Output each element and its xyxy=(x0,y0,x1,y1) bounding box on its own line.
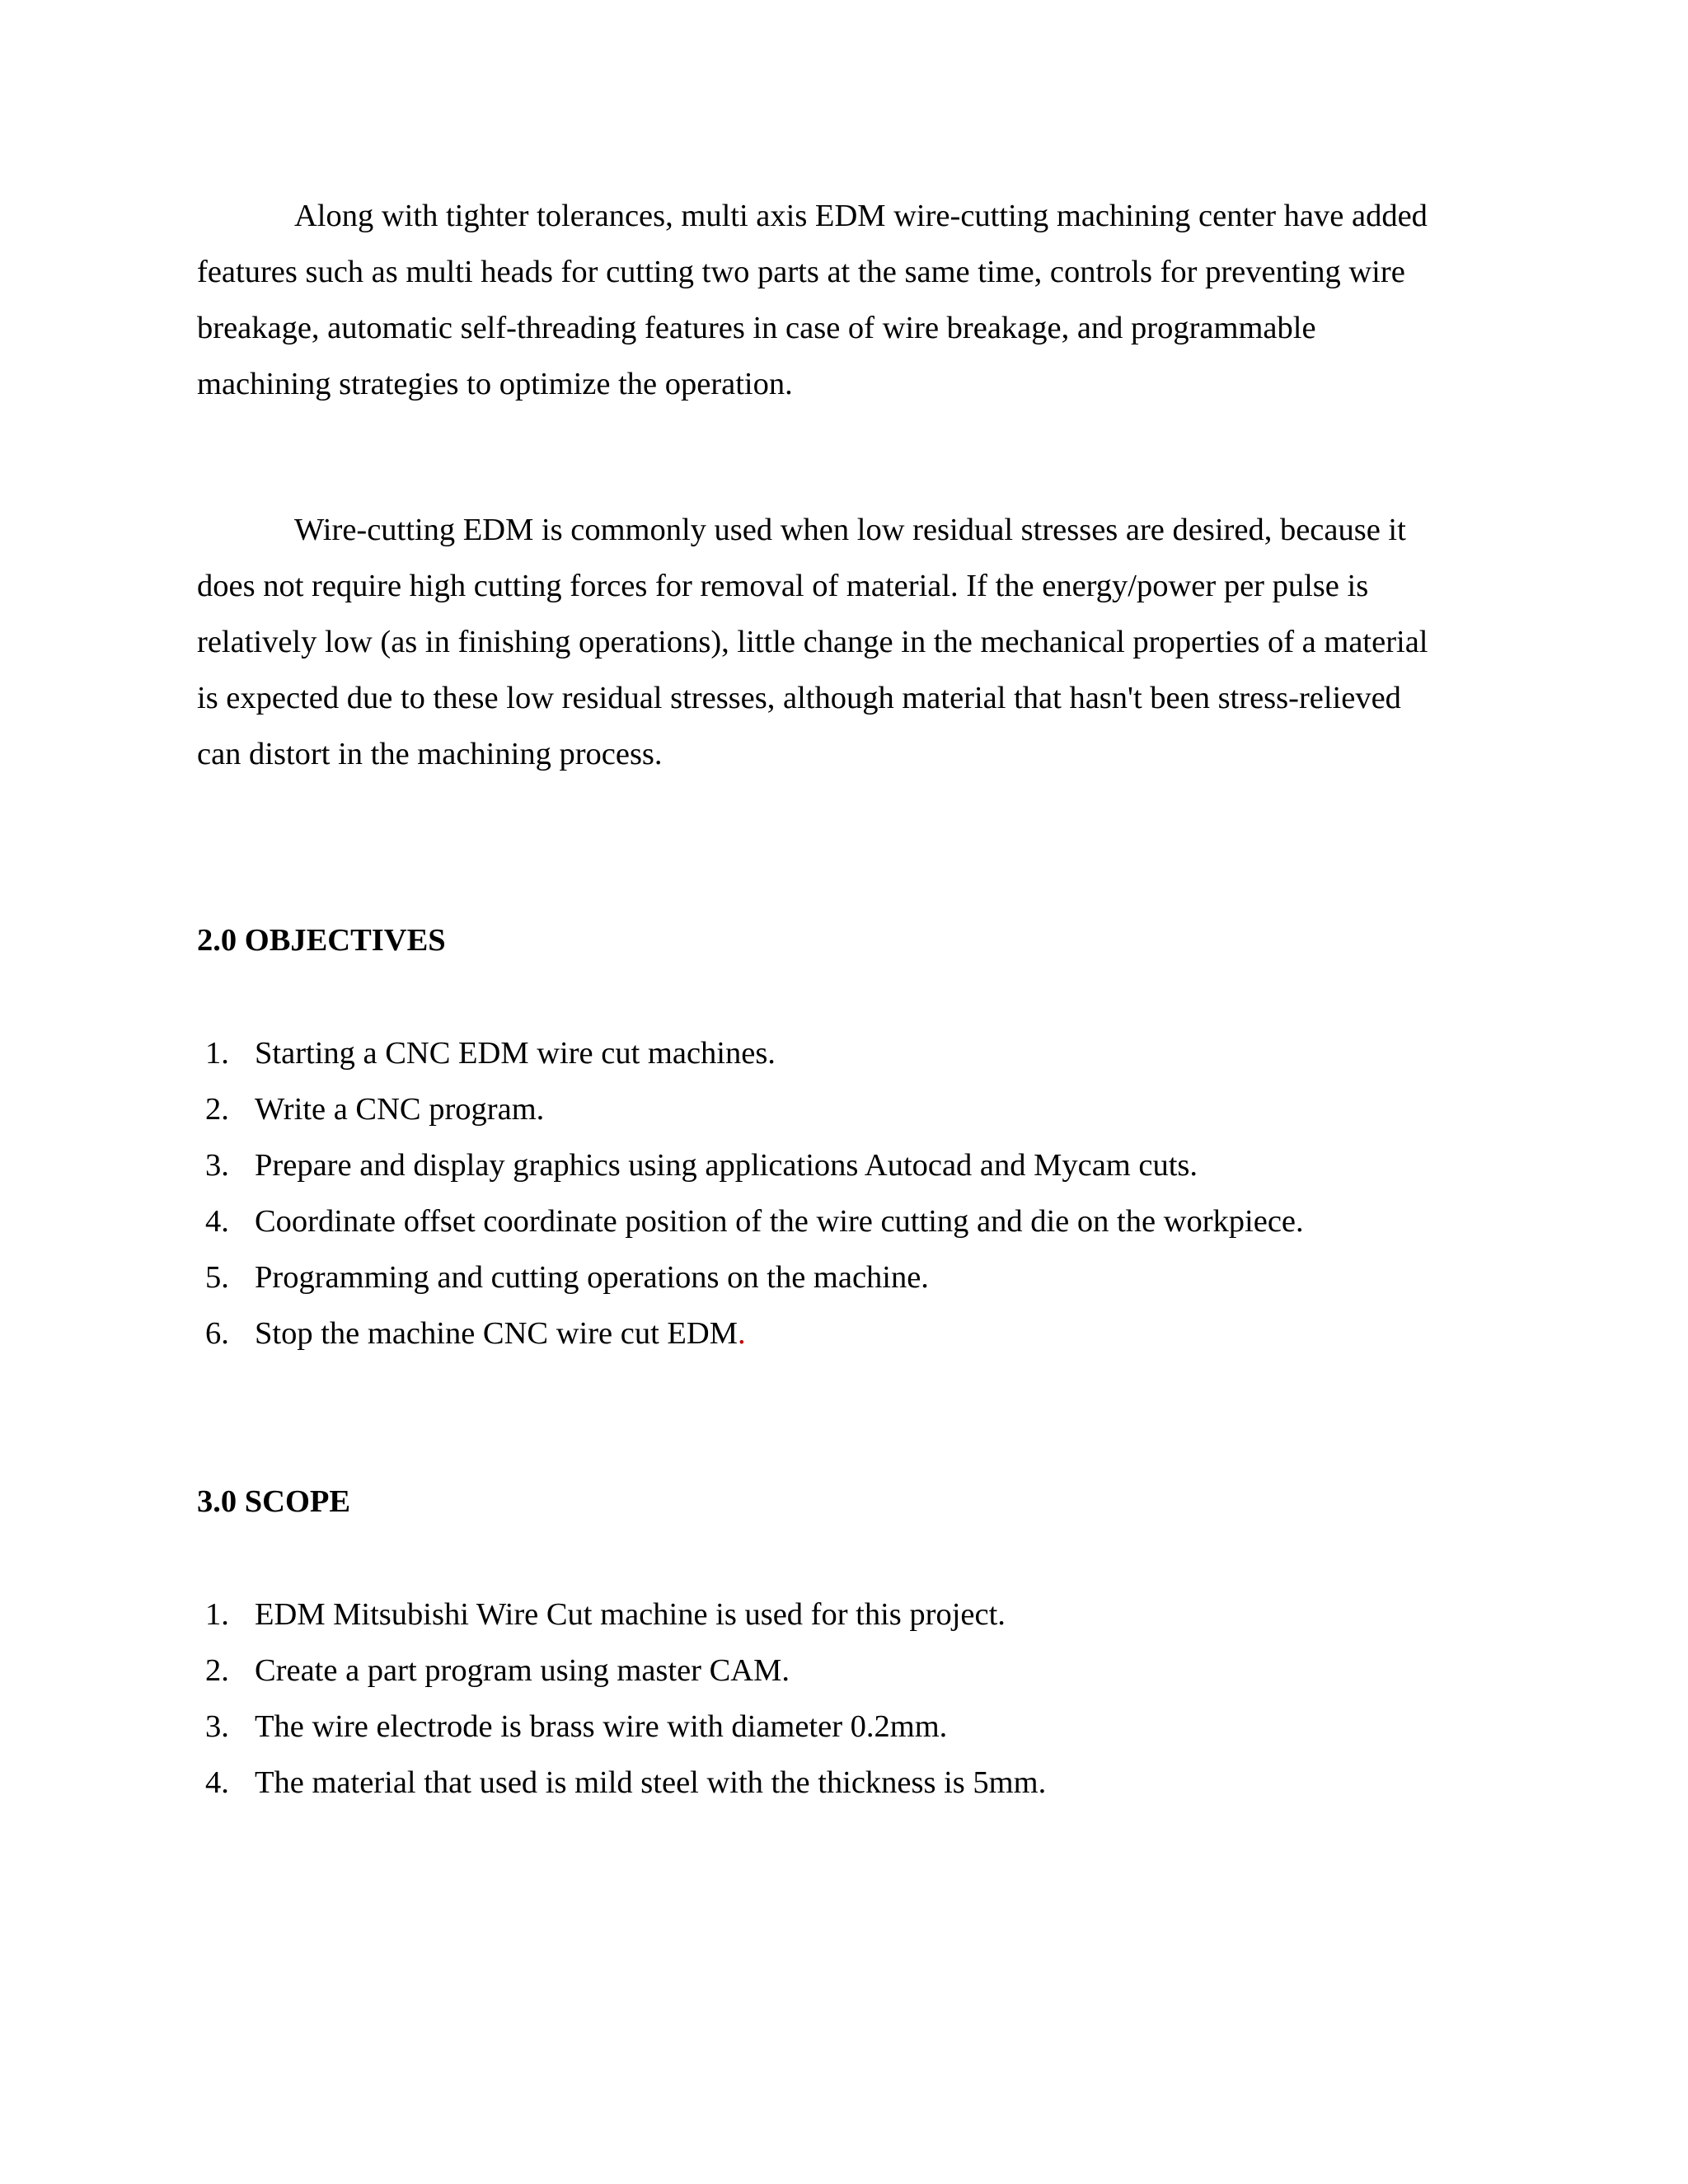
paragraph-line: machining strategies to optimize the operation. xyxy=(197,367,793,401)
scope-list xyxy=(197,1586,1046,1811)
list-text: Starting a CNC EDM wire cut machines. xyxy=(255,1036,776,1071)
list-text: Coordinate offset coordinate position of the wire cutting and die on the workpiece. xyxy=(255,1204,1304,1239)
red-period: . xyxy=(737,1316,746,1351)
list-item xyxy=(197,1193,1304,1249)
list-item xyxy=(197,1755,1046,1811)
paragraph-line: can distort in the machining process. xyxy=(197,737,663,771)
objectives-heading: 2.0 OBJECTIVES xyxy=(197,923,446,958)
paragraph-line: Along with tighter tolerances, multi axis EDM wire-cutting machining center have added xyxy=(294,199,1428,233)
list-text: Stop the machine CNC wire cut EDM xyxy=(255,1316,738,1351)
list-text: The wire electrode is brass wire with diameter 0.2mm. xyxy=(255,1709,948,1744)
list-number: 6. xyxy=(205,1316,229,1351)
list-item xyxy=(197,1081,1304,1137)
scope-heading: 3.0 SCOPE xyxy=(197,1484,351,1519)
paragraph-line: features such as multi heads for cutting two parts at the same time, controls for preventing wire xyxy=(197,255,1405,289)
list-number: 4. xyxy=(205,1204,229,1239)
paragraph-line: does not require high cutting forces for removal of material. If the energy/power per pulse is xyxy=(197,569,1369,603)
list-number: 5. xyxy=(205,1260,229,1295)
list-item xyxy=(197,1025,1304,1081)
list-number: 1. xyxy=(205,1036,229,1071)
list-number: 4. xyxy=(205,1765,229,1800)
list-text: EDM Mitsubishi Wire Cut machine is used for this project. xyxy=(255,1597,1006,1632)
paragraph-multi-axis xyxy=(197,188,1483,412)
objectives-list xyxy=(197,1025,1304,1361)
paragraph-line: relatively low (as in finishing operations), little change in the mechanical properties of a material xyxy=(197,625,1428,659)
list-item xyxy=(197,1643,1046,1699)
paragraph-line: breakage, automatic self-threading features in case of wire breakage, and programmable xyxy=(197,311,1316,345)
list-number: 1. xyxy=(205,1597,229,1632)
list-item xyxy=(197,1137,1304,1193)
paragraph-line: is expected due to these low residual stresses, although material that hasn't been stress-relieved xyxy=(197,681,1401,715)
list-number: 2. xyxy=(205,1653,229,1688)
paragraph-residual-stress xyxy=(197,502,1483,782)
list-text: Prepare and display graphics using applications Autocad and Mycam cuts. xyxy=(255,1148,1198,1183)
list-number: 3. xyxy=(205,1148,229,1183)
list-item xyxy=(197,1305,1304,1361)
list-item xyxy=(197,1249,1304,1305)
list-text: Write a CNC program. xyxy=(255,1092,545,1127)
list-item xyxy=(197,1699,1046,1755)
paragraph-line: Wire-cutting EDM is commonly used when low residual stresses are desired, because it xyxy=(294,513,1406,547)
list-text: The material that used is mild steel with the thickness is 5mm. xyxy=(255,1765,1047,1800)
list-number: 3. xyxy=(205,1709,229,1744)
list-number: 2. xyxy=(205,1092,229,1127)
list-text: Programming and cutting operations on the machine. xyxy=(255,1260,929,1295)
list-text: Create a part program using master CAM. xyxy=(255,1653,790,1688)
list-item xyxy=(197,1586,1046,1643)
